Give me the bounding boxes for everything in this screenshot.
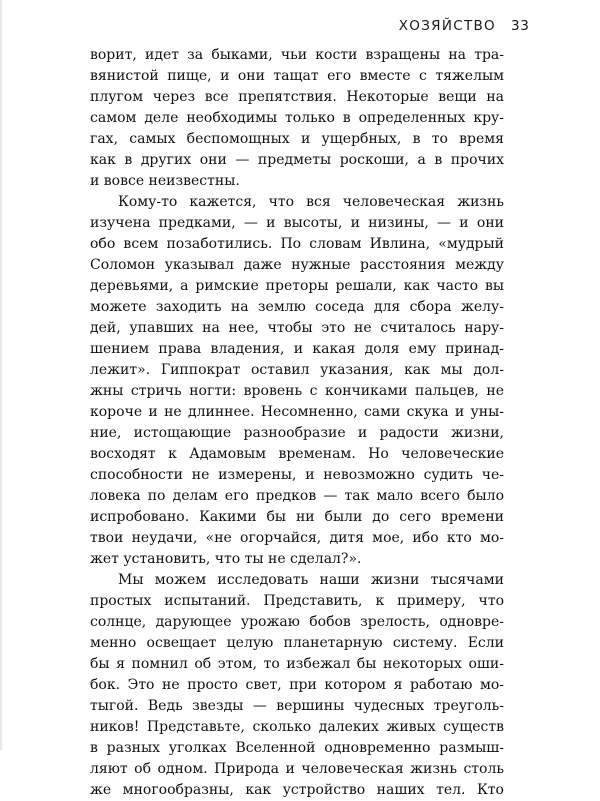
text-line: тыгой. Ведь звезды — вершины чудесных треуголь-	[90, 698, 504, 714]
text-line: в разных уголках Вселенной одновременно размыш-	[90, 740, 504, 756]
text-line: способности не измерены, и невозможно судить че-	[90, 467, 504, 483]
text-line: деревьями, а римские преторы решали, как часто вы	[90, 278, 504, 294]
text-line: ворит, идет за быками, чьи кости взращены на тра-	[90, 47, 504, 63]
page-edge	[0, 0, 2, 750]
text-line: солнце, дарующее урожаю бобов зрелость, одновре-	[90, 614, 504, 630]
text-line: бок. Это не просто свет, при котором я работаю мо-	[90, 677, 504, 693]
text-line: восходят к Адамовым временам. Но человеческие	[90, 446, 504, 462]
text-line: плугом через все препятствия. Некоторые вещи на	[90, 89, 504, 105]
text-line: изучена предками, — и высоты, и низины, — и они	[90, 215, 504, 231]
paragraph	[90, 192, 504, 570]
text-line: испробовано. Какими бы ни были до сего времени	[90, 509, 504, 525]
text-line: лежит». Гиппократ оставил указания, как мы дол-	[90, 362, 504, 378]
text-line: обо всем позаботились. По словам Ивлина, «мудрый	[90, 236, 504, 252]
text-line: как в других они — предметы роскоши, а в прочих	[90, 152, 504, 168]
body-text	[90, 45, 504, 801]
text-line: бы я помнил об этом, то избежал бы некоторых оши-	[90, 656, 504, 672]
text-line: ников! Представьте, сколько далеких живых существ	[90, 719, 504, 735]
text-line: жны стричь ногти: вровень с кончиками пальцев, не	[90, 383, 504, 399]
text-line: гах, самых беспомощных и ущербных, в то время	[90, 131, 504, 147]
text-line: ловека по делам его предков — так мало всего было	[90, 488, 504, 504]
text-line: короче и не длиннее. Несомненно, сами скука и уны-	[90, 404, 504, 420]
page-number: 33	[511, 18, 530, 34]
text-line: Мы можем исследовать наши жизни тысячами	[118, 572, 504, 588]
text-line: твои неудачи, «не огорчайся, дитя мое, ибо кто мо-	[90, 530, 504, 546]
text-line: вянистой пище, и они тащат его вместе с тяжелым	[90, 68, 504, 84]
text-line: самом деле необходимы только в определенных кру-	[90, 110, 504, 126]
text-line: шением права владения, и какая доля ему принад-	[90, 341, 504, 357]
paragraph	[90, 570, 504, 801]
text-line: же многообразны, как устройство наших тел. Кто	[90, 782, 504, 798]
text-line: можете заходить на землю соседа для сбора желу-	[90, 299, 504, 315]
text-line: менно освещает целую планетарную систему. Если	[90, 635, 504, 651]
text-line: ляют об одном. Природа и человеческая жизнь столь	[90, 761, 504, 777]
running-title: ХОЗЯЙСТВО	[398, 18, 496, 34]
text-line: Соломон указывал даже нужные расстояния между	[90, 257, 504, 273]
text-line: дей, упавших на нее, чтобы это не считалось нару-	[90, 320, 504, 336]
text-line: ние, истощающие разнообразие и радости жизни,	[90, 425, 504, 441]
paragraph	[90, 45, 504, 192]
text-line: и вовсе неизвестны.	[90, 173, 240, 189]
text-line: жет установить, что ты не сделал?».	[90, 551, 362, 567]
text-line: Кому-то кажется, что вся человеческая жизнь	[118, 194, 504, 210]
text-line: простых испытаний. Представить, к примеру, что	[90, 593, 504, 609]
